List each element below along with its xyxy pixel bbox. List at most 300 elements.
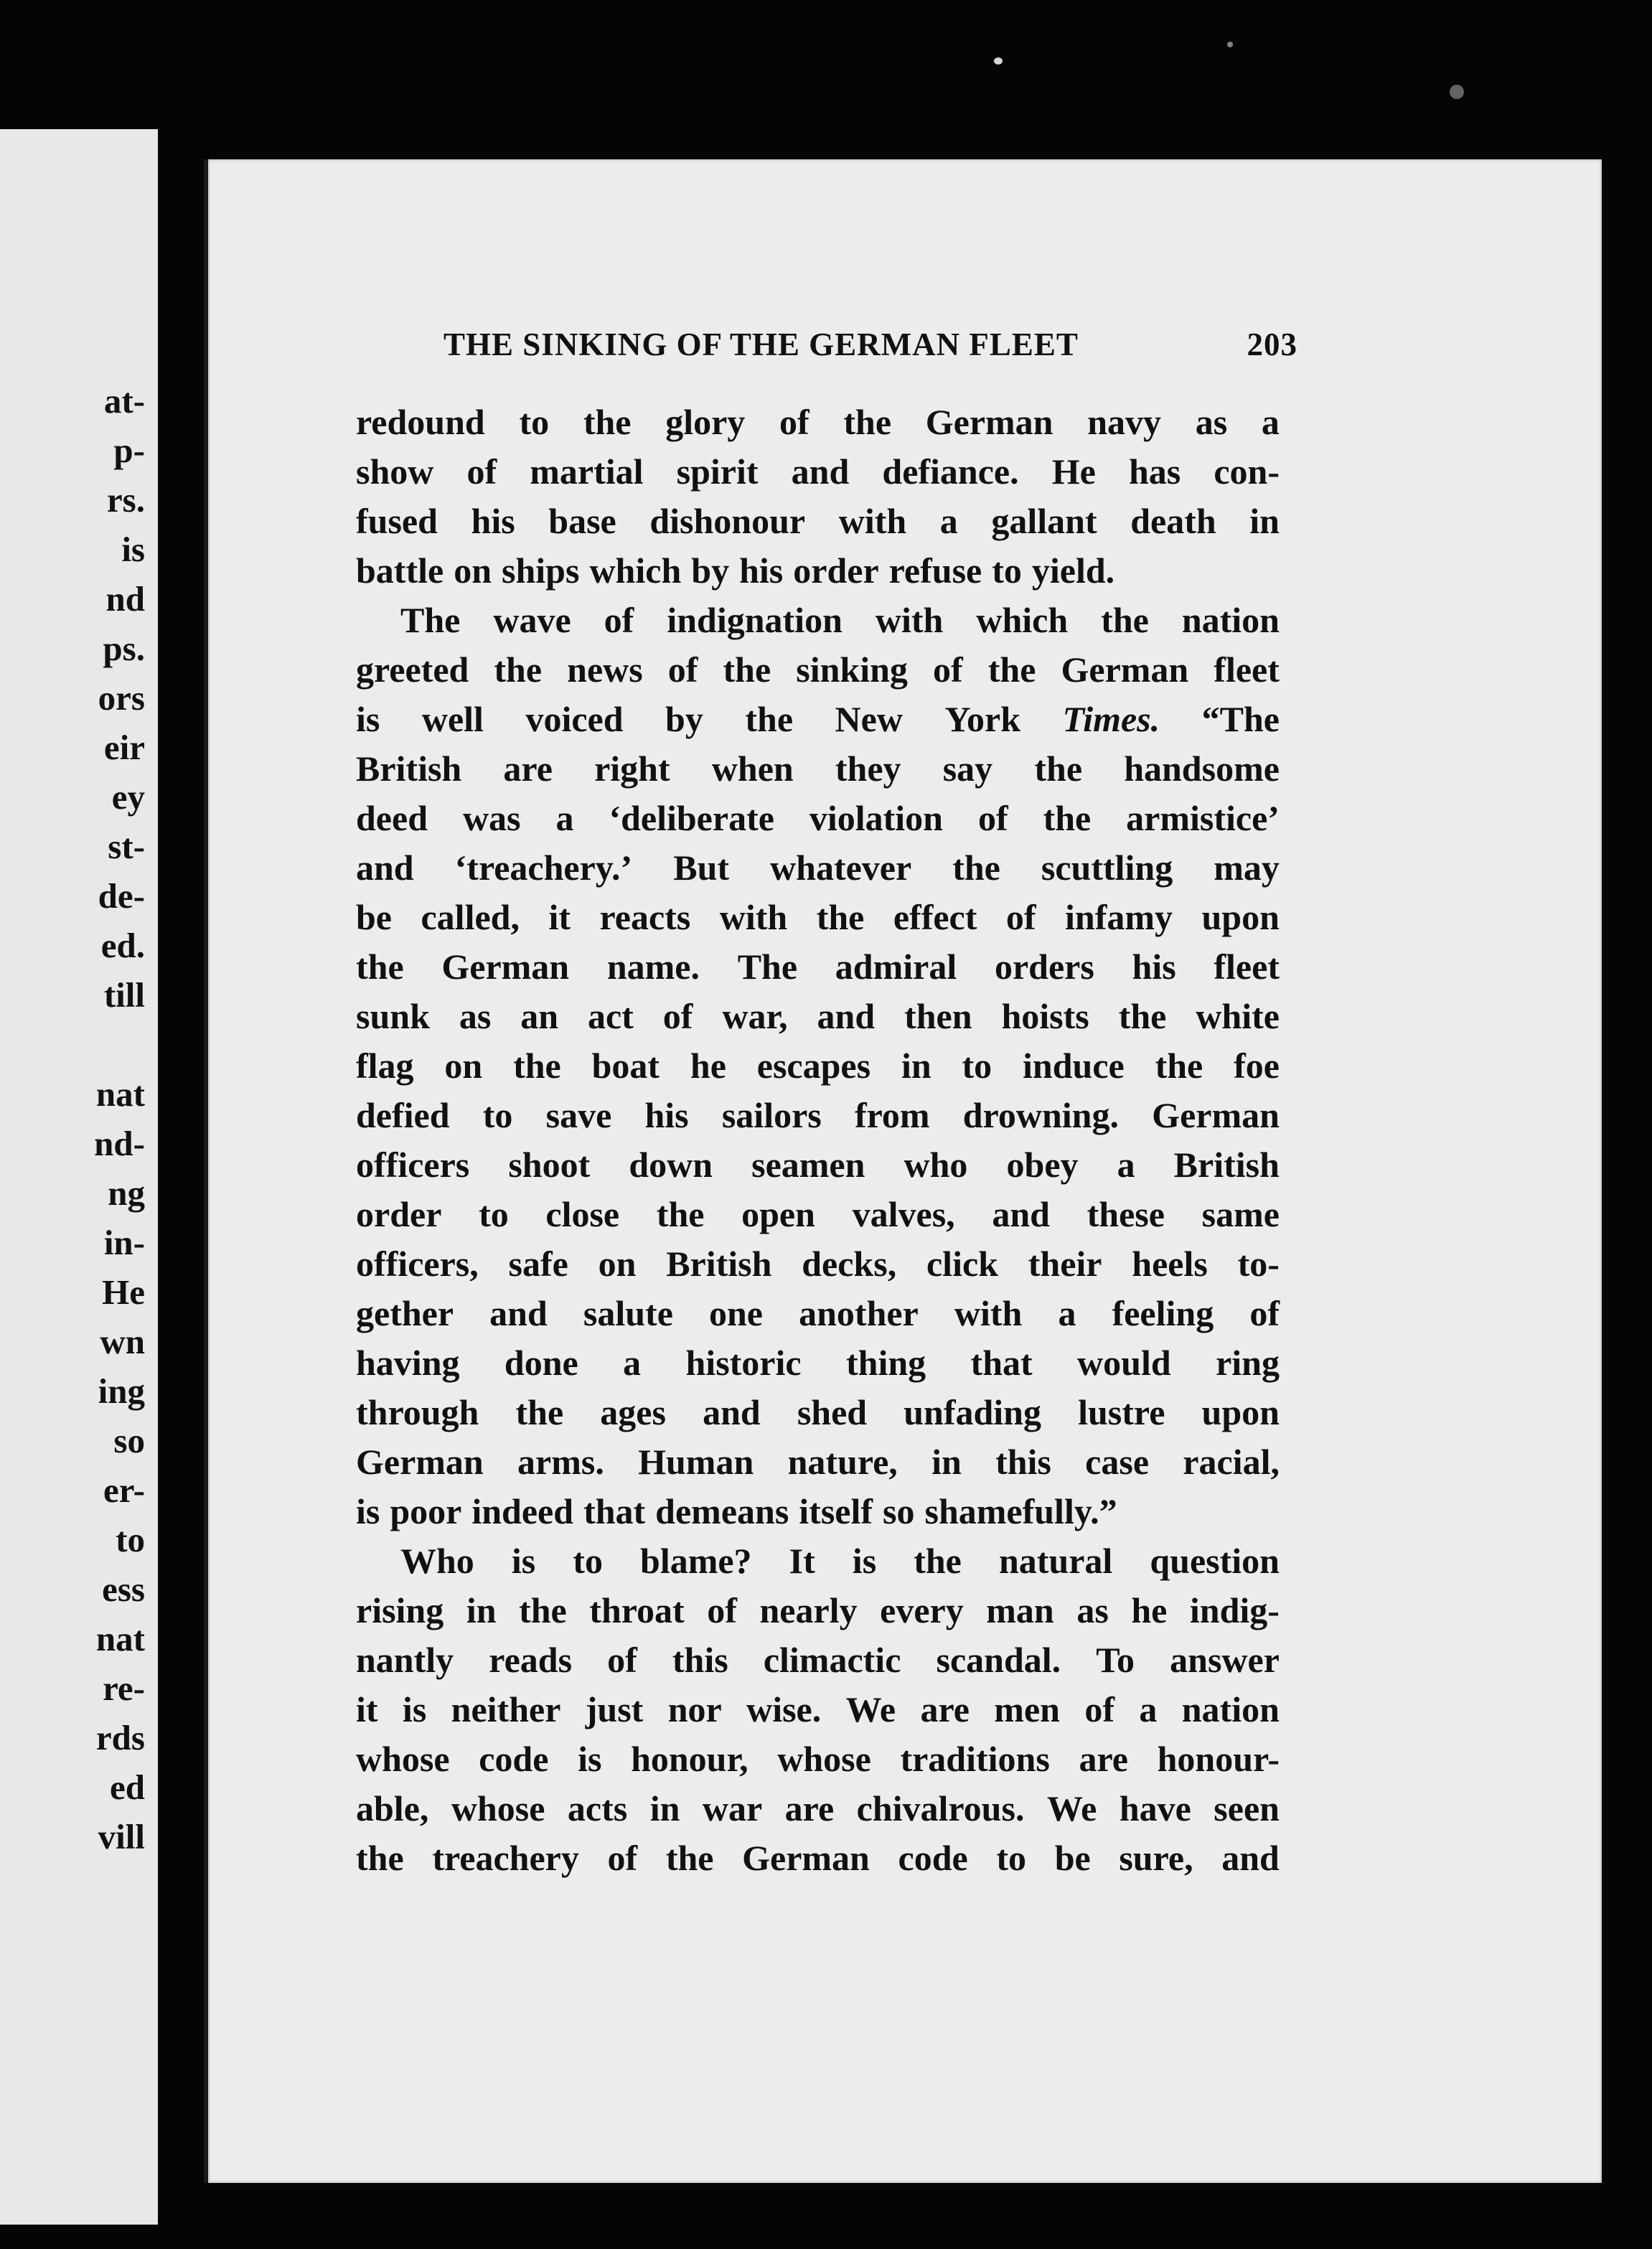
- word: be: [1054, 1838, 1091, 1878]
- word: close: [545, 1194, 620, 1234]
- text-line: [356, 1388, 1290, 1437]
- word: which: [976, 600, 1069, 640]
- word: nantly: [356, 1640, 454, 1680]
- text-line: [356, 1289, 1290, 1338]
- word: is: [402, 1689, 427, 1729]
- word: called,: [421, 897, 520, 937]
- word: of: [607, 1838, 638, 1878]
- facing-page-fragment: ps.: [103, 629, 145, 668]
- body-text: [356, 398, 1290, 1883]
- word: on: [598, 1244, 637, 1284]
- word: a: [555, 798, 574, 838]
- word: able,: [356, 1788, 429, 1828]
- word: feeling: [1112, 1293, 1214, 1333]
- word: unfading: [904, 1392, 1041, 1432]
- word: to: [962, 1046, 992, 1086]
- word: defied: [356, 1095, 450, 1135]
- word: fleet: [1214, 649, 1280, 690]
- word: as: [1195, 402, 1228, 442]
- facing-page-fragment: nd: [105, 579, 145, 619]
- facing-page-fragment: nd-: [94, 1124, 145, 1163]
- word: case: [1085, 1442, 1150, 1482]
- word: and: [992, 1194, 1050, 1234]
- word: answer: [1170, 1640, 1280, 1680]
- word: wise.: [746, 1689, 822, 1729]
- word: of: [604, 600, 634, 640]
- word: then: [904, 996, 972, 1036]
- text-line: [356, 1091, 1290, 1140]
- word: German: [742, 1838, 870, 1878]
- word: well: [421, 699, 484, 739]
- word: redound: [356, 402, 485, 442]
- word: and: [817, 996, 876, 1036]
- word: the: [494, 649, 543, 690]
- text-line: [356, 1140, 1290, 1190]
- word: open: [741, 1194, 815, 1234]
- word: his: [471, 501, 515, 541]
- text-line: [356, 1487, 1290, 1536]
- text-line: [356, 1190, 1290, 1239]
- word: sailors: [721, 1095, 822, 1135]
- text-line: [356, 447, 1290, 497]
- text-line: [356, 1685, 1290, 1734]
- word: racial,: [1183, 1442, 1280, 1482]
- word: are: [503, 748, 553, 789]
- word: may: [1214, 848, 1280, 888]
- facing-page-fragment: eir: [103, 728, 145, 767]
- word: the: [519, 1590, 567, 1630]
- word: a: [623, 1343, 642, 1383]
- word: order: [356, 1194, 442, 1234]
- word: German: [1152, 1095, 1280, 1135]
- word: with: [838, 501, 907, 541]
- word: “The: [1201, 699, 1280, 739]
- word: a: [1261, 402, 1280, 442]
- word: British: [666, 1244, 772, 1284]
- word: every: [880, 1590, 964, 1630]
- word: heels: [1132, 1244, 1208, 1284]
- word: the: [1034, 748, 1083, 789]
- word: in: [649, 1788, 680, 1828]
- word: ages: [600, 1392, 666, 1432]
- word: flag: [356, 1046, 414, 1086]
- word: treachery: [432, 1838, 579, 1878]
- word: to: [519, 402, 550, 442]
- word: hoists: [1001, 996, 1089, 1036]
- word: itself: [799, 1491, 873, 1531]
- word: when: [711, 748, 794, 789]
- word: deed: [356, 798, 428, 838]
- word: of: [707, 1590, 737, 1630]
- word: chivalrous.: [856, 1788, 1025, 1828]
- word: nearly: [759, 1590, 858, 1630]
- facing-page-fragment: He: [102, 1272, 145, 1312]
- word: New: [835, 699, 903, 739]
- word: whatever: [770, 848, 912, 888]
- word: upon: [1201, 897, 1280, 937]
- facing-page-fragment: de-: [98, 876, 145, 916]
- word: is: [511, 1541, 536, 1581]
- word: the: [513, 1046, 561, 1086]
- word: are: [1079, 1739, 1128, 1779]
- word: death: [1130, 501, 1216, 541]
- word: officers: [356, 1145, 470, 1185]
- word: in: [901, 1046, 931, 1086]
- word: in: [931, 1442, 962, 1482]
- word: an: [520, 996, 559, 1036]
- text-line: [356, 1338, 1290, 1388]
- word: of: [607, 1640, 637, 1680]
- word: reads: [489, 1640, 573, 1680]
- text-line: [356, 992, 1290, 1041]
- text-line: [356, 942, 1290, 992]
- word: down: [629, 1145, 713, 1185]
- word: they: [835, 748, 901, 789]
- word: are: [920, 1689, 970, 1729]
- word: to: [992, 550, 1022, 591]
- word: a: [1058, 1293, 1076, 1333]
- word: whose: [451, 1788, 545, 1828]
- word: yield.: [1031, 550, 1115, 591]
- word: it: [356, 1689, 378, 1729]
- word: he: [690, 1046, 726, 1086]
- word: have: [1119, 1788, 1191, 1828]
- facing-page-fragment: ing: [98, 1371, 145, 1411]
- scan-speck: [994, 57, 1003, 65]
- word: code: [898, 1838, 968, 1878]
- facing-page-edge: [0, 129, 158, 2225]
- word: the: [515, 1392, 564, 1432]
- word: The: [737, 947, 798, 987]
- word: the: [1155, 1046, 1203, 1086]
- word: the: [987, 649, 1036, 690]
- word: indignation: [667, 600, 843, 640]
- word: ships: [502, 550, 580, 591]
- word: on: [454, 550, 492, 591]
- text-line: [356, 695, 1290, 744]
- word: ‘deliberate: [609, 798, 774, 838]
- text-line: [356, 1834, 1290, 1883]
- text-line: [356, 546, 1290, 596]
- word: indeed: [471, 1491, 574, 1531]
- scan-speck: [1227, 42, 1233, 47]
- facing-page-fragment: rs.: [106, 480, 145, 520]
- word: reacts: [599, 897, 691, 937]
- text-line: [356, 1734, 1290, 1784]
- word: so: [883, 1491, 915, 1531]
- word: his: [644, 1095, 689, 1135]
- facing-page-fragment: wn: [100, 1322, 145, 1361]
- scan-speck: [1450, 85, 1464, 99]
- text-line: [356, 1239, 1290, 1289]
- word: Who: [400, 1541, 474, 1581]
- text-line: [356, 1041, 1290, 1091]
- word: act: [587, 996, 634, 1036]
- text-line: [356, 744, 1290, 794]
- word: the: [1043, 798, 1092, 838]
- word: ‘treachery.’: [454, 848, 633, 888]
- word: name.: [606, 947, 700, 987]
- word: one: [709, 1293, 763, 1333]
- word: neither: [451, 1689, 561, 1729]
- word: question: [1150, 1541, 1280, 1581]
- word: drowning.: [962, 1095, 1119, 1135]
- word: wave: [493, 600, 571, 640]
- word: is: [356, 699, 380, 739]
- word: these: [1087, 1194, 1165, 1234]
- word: of: [662, 996, 693, 1036]
- word: having: [356, 1343, 460, 1383]
- word: honour,: [631, 1739, 748, 1779]
- text-line: [356, 596, 1290, 645]
- word: whose: [356, 1739, 450, 1779]
- word: We: [1046, 1788, 1097, 1828]
- word: battle: [356, 550, 444, 591]
- facing-page-fragment: p-: [113, 431, 145, 470]
- word: shoot: [508, 1145, 591, 1185]
- word: of: [1249, 1293, 1280, 1333]
- word: refuse: [888, 550, 982, 591]
- word: to: [482, 1095, 513, 1135]
- word: orders: [994, 947, 1094, 987]
- word: gallant: [991, 501, 1097, 541]
- word: another: [799, 1293, 919, 1333]
- text-line: [356, 1635, 1290, 1685]
- facing-page-fragment: nat: [95, 1619, 145, 1658]
- word: glory: [665, 402, 746, 442]
- word: a: [939, 501, 958, 541]
- word: nation: [1181, 1689, 1280, 1729]
- running-header: [443, 326, 1297, 363]
- word: It: [789, 1541, 815, 1581]
- text-line: [356, 1784, 1290, 1834]
- word: sinking: [796, 649, 908, 690]
- facing-page-fragment: so: [113, 1421, 145, 1460]
- word: who: [904, 1145, 968, 1185]
- word: seamen: [751, 1145, 865, 1185]
- text-line: [356, 794, 1290, 843]
- word: and: [703, 1392, 761, 1432]
- word: escapes: [756, 1046, 871, 1086]
- word: nature,: [787, 1442, 898, 1482]
- word: gether: [356, 1293, 454, 1333]
- facing-page-fragment: ess: [102, 1569, 145, 1609]
- word: con-: [1214, 451, 1280, 492]
- facing-page-fragment: ors: [98, 678, 145, 718]
- word: throat: [589, 1590, 685, 1630]
- word: voiced: [525, 699, 624, 739]
- word: decks,: [802, 1244, 897, 1284]
- word: seen: [1214, 1788, 1280, 1828]
- word: the: [665, 1838, 714, 1878]
- word: sunk: [356, 996, 430, 1036]
- word: the: [1101, 600, 1149, 640]
- word: He: [1051, 451, 1096, 492]
- facing-page-fragment: st-: [108, 827, 145, 866]
- word: To: [1096, 1640, 1135, 1680]
- word: shamefully.”: [924, 1491, 1117, 1531]
- word: show: [356, 451, 434, 492]
- word: the: [843, 402, 892, 442]
- word: obey: [1006, 1145, 1079, 1185]
- word: arms.: [517, 1442, 604, 1482]
- word: of: [466, 451, 497, 492]
- text-line: [356, 398, 1290, 447]
- facing-page-fragment: rds: [95, 1718, 145, 1757]
- facing-page-fragment: ey: [111, 777, 145, 817]
- word: fused: [356, 501, 438, 541]
- facing-page-fragment: vill: [98, 1817, 145, 1856]
- word: right: [594, 748, 670, 789]
- word: of: [1005, 897, 1036, 937]
- word: to: [479, 1194, 509, 1234]
- word: this: [672, 1640, 728, 1680]
- word: the: [745, 699, 794, 739]
- word: the: [356, 947, 404, 987]
- word: spirit: [676, 451, 759, 492]
- word: German: [356, 1442, 484, 1482]
- facing-page-fragment: in-: [103, 1223, 145, 1262]
- word: nation: [1181, 600, 1280, 640]
- word: his: [739, 550, 784, 591]
- word: the: [583, 402, 632, 442]
- word: of: [667, 649, 698, 690]
- word: demeans: [655, 1491, 789, 1531]
- word: men: [994, 1689, 1060, 1729]
- word: German: [1061, 649, 1189, 690]
- word: by: [691, 550, 730, 591]
- word: their: [1028, 1244, 1102, 1284]
- word: Times.: [1062, 699, 1160, 739]
- word: white: [1196, 996, 1280, 1036]
- word: sure,: [1119, 1838, 1193, 1878]
- word: indig-: [1189, 1590, 1280, 1630]
- word: the: [356, 1838, 404, 1878]
- facing-page-fragment: is: [121, 530, 145, 569]
- word: and: [356, 848, 414, 888]
- text-line: [356, 843, 1290, 893]
- word: defiance.: [882, 451, 1019, 492]
- facing-page-fragment: ng: [108, 1173, 145, 1213]
- text-line: [356, 1586, 1290, 1635]
- facing-page-fragment: nat: [95, 1074, 145, 1114]
- word: as: [1076, 1590, 1109, 1630]
- word: man: [986, 1590, 1054, 1630]
- word: nor: [667, 1689, 722, 1729]
- word: to-: [1237, 1244, 1280, 1284]
- word: be: [356, 897, 392, 937]
- facing-page-fragment: till: [103, 975, 145, 1015]
- word: historic: [685, 1343, 802, 1383]
- word: to: [573, 1541, 603, 1581]
- word: thing: [845, 1343, 926, 1383]
- word: acts: [567, 1788, 628, 1828]
- word: is: [852, 1541, 877, 1581]
- word: infamy: [1065, 897, 1173, 937]
- text-line: [356, 893, 1290, 942]
- word: We: [845, 1689, 896, 1729]
- word: click: [926, 1244, 998, 1284]
- word: valves,: [852, 1194, 955, 1234]
- word: armistice’: [1126, 798, 1280, 838]
- word: the: [914, 1541, 962, 1581]
- word: done: [504, 1343, 578, 1383]
- word: his: [1132, 947, 1176, 987]
- word: admiral: [835, 947, 957, 987]
- word: same: [1201, 1194, 1280, 1234]
- word: officers,: [356, 1244, 479, 1284]
- word: British: [356, 748, 462, 789]
- word: of: [977, 798, 1008, 838]
- word: whose: [777, 1739, 871, 1779]
- word: order: [793, 550, 879, 591]
- word: boat: [591, 1046, 660, 1086]
- word: by: [665, 699, 703, 739]
- word: war: [702, 1788, 763, 1828]
- word: German: [925, 402, 1053, 442]
- word: safe: [508, 1244, 568, 1284]
- word: scuttling: [1041, 848, 1173, 888]
- facing-page-fragment: ed: [110, 1767, 145, 1807]
- word: and: [489, 1293, 548, 1333]
- word: that: [583, 1491, 646, 1531]
- word: on: [444, 1046, 483, 1086]
- word: ring: [1216, 1343, 1280, 1383]
- word: traditions: [900, 1739, 1050, 1779]
- text-line: [356, 1437, 1290, 1487]
- word: would: [1077, 1343, 1171, 1383]
- word: that: [970, 1343, 1033, 1383]
- word: is: [578, 1739, 602, 1779]
- word: code: [479, 1739, 549, 1779]
- word: news: [567, 649, 643, 690]
- word: is: [356, 1491, 380, 1531]
- word: this: [995, 1442, 1051, 1482]
- word: say: [942, 748, 993, 789]
- word: upon: [1201, 1392, 1280, 1432]
- facing-page-fragment: er-: [103, 1470, 145, 1510]
- word: the: [816, 897, 865, 937]
- word: The: [400, 600, 461, 640]
- word: in: [466, 1590, 497, 1630]
- word: with: [719, 897, 788, 937]
- word: are: [784, 1788, 835, 1828]
- word: martial: [530, 451, 644, 492]
- page-number: 203: [1247, 327, 1297, 362]
- word: it: [548, 897, 571, 937]
- word: a: [1139, 1689, 1158, 1729]
- word: and: [1221, 1838, 1280, 1878]
- word: the: [1118, 996, 1167, 1036]
- word: Human: [638, 1442, 754, 1482]
- word: a: [1117, 1145, 1135, 1185]
- word: of: [779, 402, 809, 442]
- word: handsome: [1124, 748, 1280, 789]
- word: blame?: [640, 1541, 752, 1581]
- word: in: [1249, 501, 1280, 541]
- word: to: [996, 1838, 1027, 1878]
- word: war,: [722, 996, 788, 1036]
- word: of: [1084, 1689, 1114, 1729]
- word: salute: [583, 1293, 673, 1333]
- word: violation: [809, 798, 943, 838]
- word: British: [1173, 1145, 1280, 1185]
- word: as: [459, 996, 492, 1036]
- word: and: [791, 451, 850, 492]
- text-line: [356, 645, 1290, 695]
- word: natural: [998, 1541, 1113, 1581]
- word: save: [545, 1095, 612, 1135]
